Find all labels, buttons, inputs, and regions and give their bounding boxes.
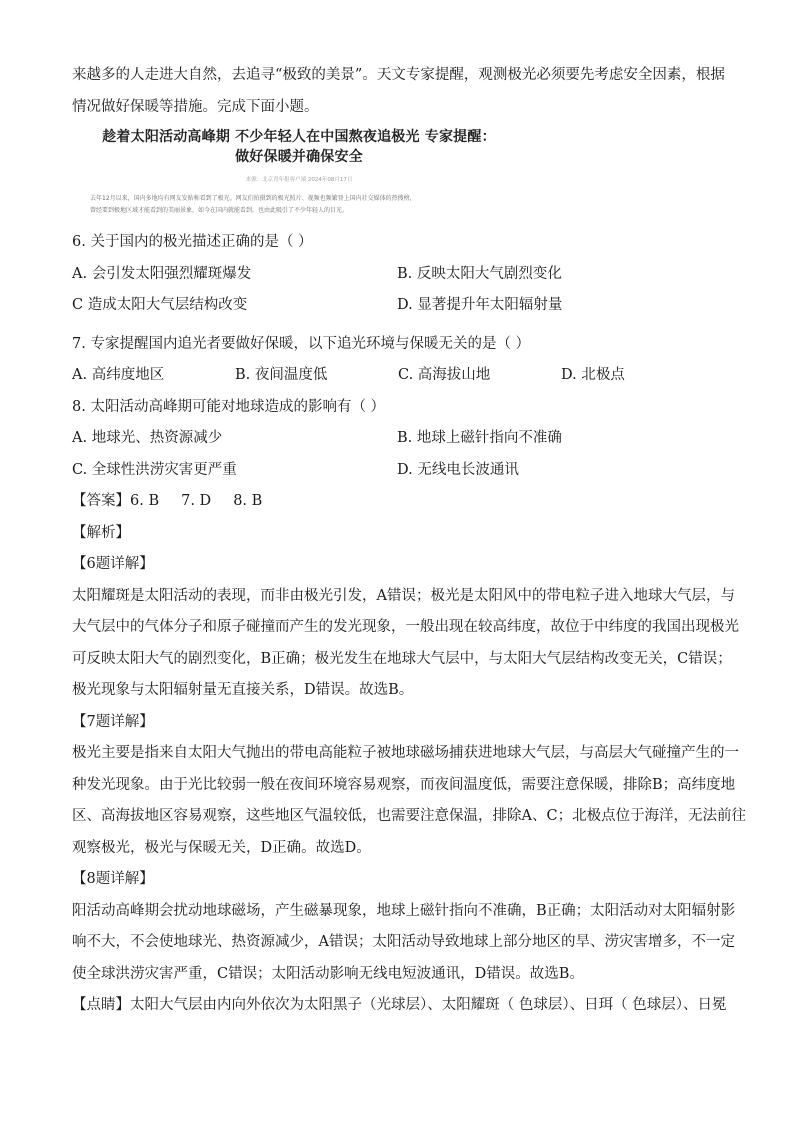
news-body-line: 曾经要到极地区域才能看到的美丽景象，如今在国内就能看到，也由此吸引了不少年轻人的目光。: [90, 207, 349, 214]
question-stem: 8. 太阳活动高峰期可能对地球造成的影响有（ ）: [72, 398, 386, 415]
option-c: C. 高海拔山地: [398, 367, 491, 383]
question-7: [72, 329, 724, 392]
option-c: C. 全球性洪涝灾害更严重: [72, 461, 237, 478]
paragraph-line: 极光主要是指来自太阳大气抛出的带电高能粒子被地球磁场捕获进地球大气层，与高层大气碰撞产生的一: [72, 745, 739, 761]
section-label: 【6题详解】: [72, 556, 154, 572]
intro-line: 来越多的人走进大自然，去追寻“极致的美景”。天文专家提醒，观测极光必须要先考虑安全因素，根据: [72, 67, 725, 83]
answer-7: 7. D: [181, 493, 212, 509]
tip-text: 太阳大气层由内向外依次为太阳黑子（光球层）、太阳耀斑（ 色球层）、日珥（ 色球层）、日冕: [130, 997, 727, 1013]
paragraph-line: 种发光现象。由于光比较弱一般在夜间环境容易观察，而夜间温度低，需要注意保暖，排除B；高纬度地: [72, 776, 736, 793]
paragraph-line: 极光现象与太阳辐射量无直接关系，D错误。故选B。: [72, 682, 414, 698]
news-screenshot-image: [90, 127, 508, 223]
answer-8: 8. B: [233, 493, 263, 509]
option-a: A. 高纬度地区: [72, 367, 165, 383]
section-label: 【7题详解】: [72, 713, 154, 730]
option-c: C 造成太阳大气层结构改变: [72, 297, 248, 313]
option-a: A. 地球光、热资源减少: [72, 430, 223, 446]
option-b: B. 夜间温度低: [235, 367, 328, 383]
tip-label: 【点睛】: [72, 997, 130, 1013]
paragraph-line: 大气层中的气体分子和原子碰撞而产生的发光现象，一般出现在较高纬度，故位于中纬度的我国出现极光: [72, 619, 739, 635]
paragraph-line: 可反映太阳大气的剧烈变化，B正确；极光发生在地球大气层中，与太阳大气层结构改变无关，C错误；: [72, 650, 732, 667]
detail-8: [72, 864, 736, 990]
paragraph-line: 观察极光，极光与保暖无关，D正确。故选D。: [72, 839, 371, 856]
options-row: [72, 259, 724, 291]
news-body: [90, 193, 508, 217]
detail-6: [72, 549, 739, 707]
analysis-label: 【解析】: [72, 524, 130, 541]
detail-7: [72, 707, 747, 865]
news-headline: 趁着太阳活动高峰期 不少年轻人在中国熬夜追极光 专家提醒：: [102, 129, 496, 145]
question-8: [72, 392, 724, 487]
intro-paragraph: [72, 60, 724, 123]
options-row: [72, 423, 724, 455]
paragraph-line: 响不大，不会使地球光、热资源减少，A错误；太阳活动导致地球上部分地区的旱、涝灾害增多，不一定: [72, 934, 735, 950]
options-row: [72, 360, 724, 392]
paragraph-line: 太阳耀斑是太阳活动的表现，而非由极光引发，A错误；极光是太阳风中的带电粒子进入地球大气层，与: [72, 587, 735, 604]
news-meta: 来源：北京青年报客户端 2024年08月17日: [245, 177, 353, 183]
options-row: [72, 455, 724, 487]
option-b: B. 地球上磁针指向不准确: [397, 430, 562, 446]
section-label: 【8题详解】: [72, 871, 154, 887]
option-a: A. 会引发太阳强烈耀斑爆发: [72, 265, 252, 282]
option-d: D. 无线电长波通讯: [397, 461, 519, 478]
option-d: D. 北极点: [561, 367, 625, 383]
option-b: B. 反映太阳大气剧烈变化: [397, 265, 562, 282]
intro-line: 情况做好保暖等措施。完成下面小题。: [72, 98, 319, 115]
option-d: D. 显著提升年太阳辐射量: [397, 297, 563, 313]
question-6: [72, 227, 724, 322]
question-stem: 6. 关于国内的极光描述正确的是（ ）: [72, 234, 313, 250]
news-headline: 做好保暖并确保安全: [235, 149, 363, 165]
paragraph-line: 区、高海拔地区容易观察，这些地区气温较低，也需要注意保温，排除A、C；北极点位于海洋，无法前往: [72, 808, 747, 824]
options-row: [72, 290, 724, 322]
news-body-line: 去年12月以来，国内多地均有网友发贴称看到了极光。网友们拍摄到的极光照片、视频也频繁登上国内社交媒体的热搜榜，: [90, 195, 416, 202]
tip-line: [72, 990, 727, 1022]
answer-6: 6. B: [130, 493, 160, 509]
answer-label: 【答案】: [72, 493, 130, 509]
question-stem: 7. 专家提醒国内追光者要做好保暖，以下追光环境与保暖无关的是（ ）: [72, 335, 531, 352]
paragraph-line: 阳活动高峰期会扰动地球磁场，产生磁暴现象，地球上磁针指向不准确，B正确；太阳活动对太阳辐射影: [72, 902, 736, 919]
answer-line: [72, 486, 724, 518]
document-page: [72, 60, 747, 1022]
paragraph-line: 使全球洪涝灾害严重，C错误；太阳活动影响无线电短波通讯，D错误。故选B。: [72, 965, 584, 982]
